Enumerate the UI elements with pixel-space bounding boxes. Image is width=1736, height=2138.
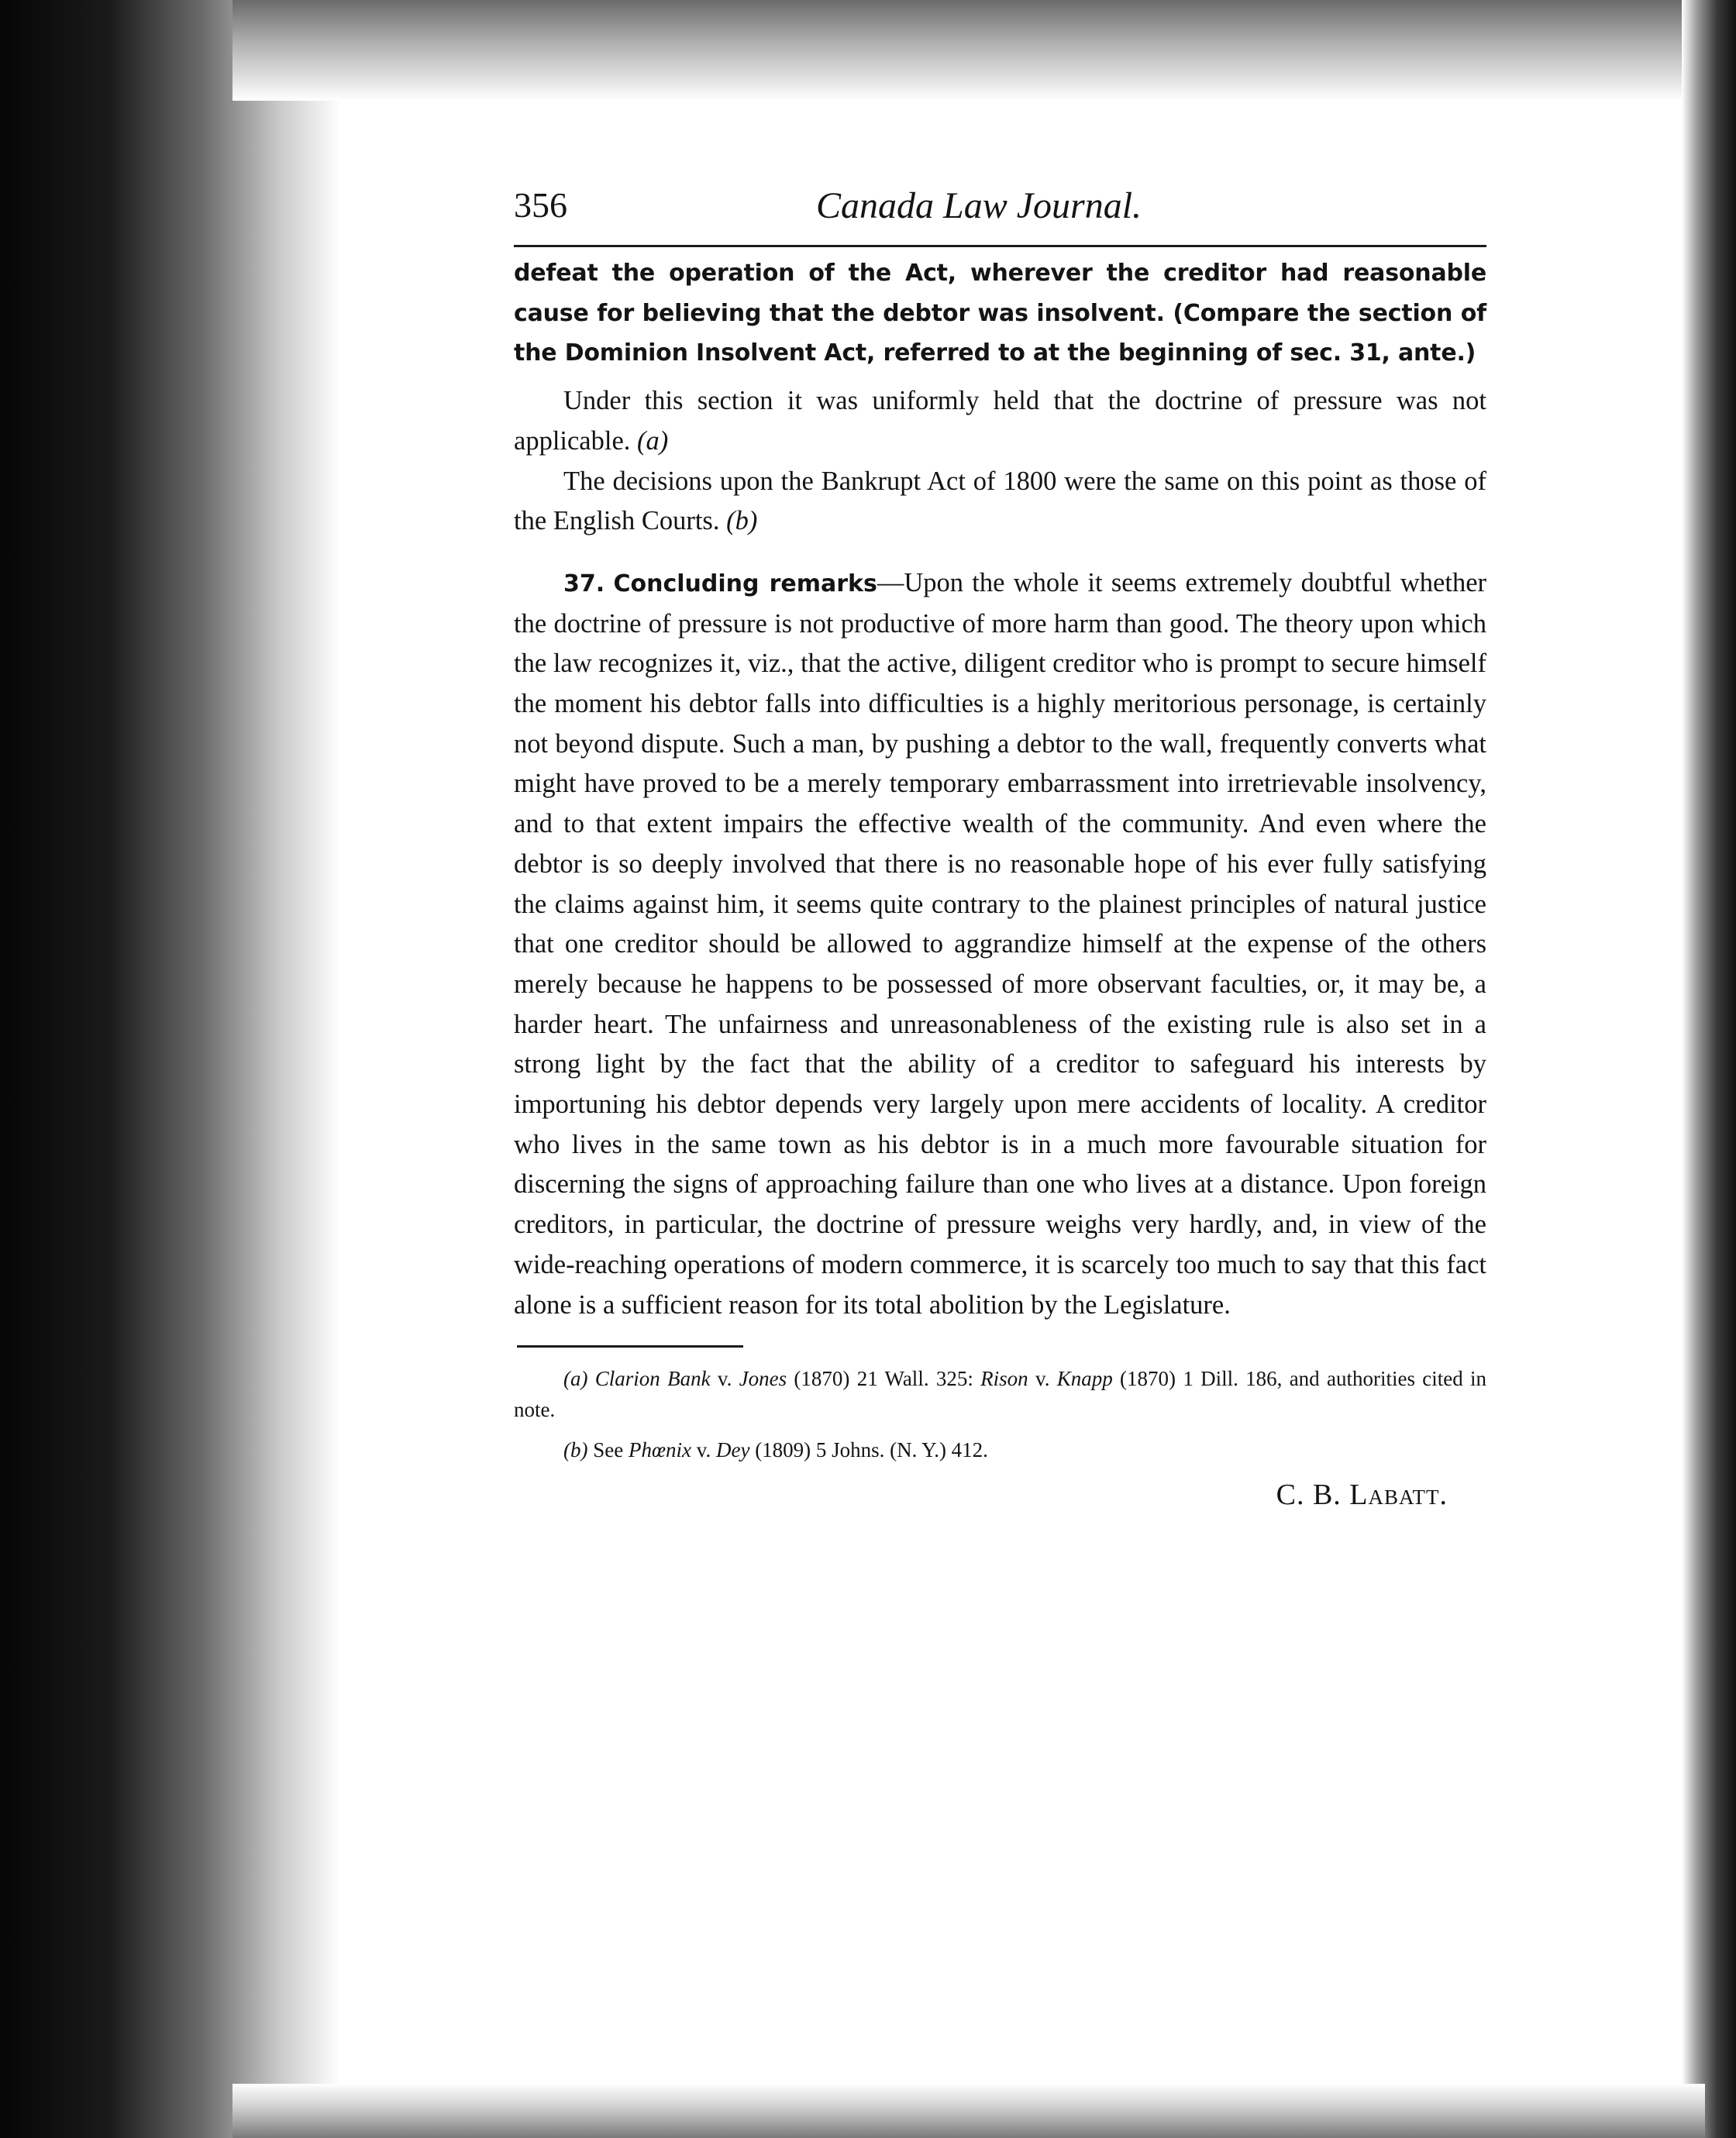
paragraph-bankrupt-act	[514, 462, 1486, 542]
case-name: Clarion Bank	[594, 1367, 711, 1391]
footnote-rule	[517, 1345, 743, 1348]
document-page	[514, 177, 1486, 1512]
paragraph-text: Under this section it was uniformly held that the doctrine of pressure was not applicable.	[514, 386, 1486, 456]
case-name: Rison	[980, 1367, 1028, 1391]
scan-shadow-bottom	[232, 2084, 1705, 2138]
footnote-b	[514, 1434, 1486, 1465]
running-head	[514, 177, 1486, 239]
case-name: Phœnix	[628, 1438, 691, 1462]
case-party: Jones	[739, 1367, 787, 1391]
footnote-ref-a: (a)	[637, 425, 669, 456]
footnote-mark: (b)	[563, 1438, 594, 1462]
case-party: Knapp	[1056, 1367, 1113, 1391]
versus: v.	[691, 1438, 716, 1462]
citation: (1870) 1 Dill. 186, and authorities cited in note.	[514, 1367, 1487, 1422]
versus: v.	[710, 1367, 739, 1391]
footnote-mark: (a)	[563, 1367, 595, 1391]
page-number: 356	[514, 185, 567, 225]
versus: v.	[1028, 1367, 1057, 1391]
section-heading: Concluding remarks	[613, 570, 877, 597]
scan-shadow-top	[232, 0, 1705, 101]
paragraph-text: The decisions upon the Bankrupt Act of 1800 were the same on this point as those of the English Courts.	[514, 466, 1486, 536]
scan-shadow-left	[0, 0, 341, 2138]
see: See	[593, 1438, 629, 1462]
section-body: —Upon the whole it seems extremely doubtful whether the doctrine of pressure is not productive of more harm than good. The theory upon which the law recognizes it, viz., that the active, diligent creditor who is prompt to secure himself the moment his debtor falls into difficulties is a highly meritorious personage, is certainly not beyond dispute. Such a man, by pushing a debtor to the wall, frequently converts what might have proved to be a merely temporary embarrassment into irretrievable insolvency, and to that extent impairs the effective wealth of the community. And even where the debtor is so deeply involved that there is no reasonable hope of his ever fully satisfying the claims against him, it seems quite contrary to the plainest principles of natural justice that one creditor should be allowed to aggrandize himself at the expense of the others merely because he happens to be possessed of more observant faculties, or, it may be, a harder heart. The unfairness and unreasonableness of the existing rule is also set in a strong light by the fact that the ability of a creditor to safeguard his interests by importuning his debtor depends very largely upon mere accidents of locality. A creditor who lives in the same town as his debtor is in a much more favourable situation for discerning the signs of approaching failure than one who lives at a distance. Upon foreign creditors, in particular, the doctrine of pressure weighs very hardly, and, in view of the wide-reaching operations of modern commerce, it is scarcely too much to say that this fact alone is a sufficient reason for its total abolition by the Legislature.	[514, 567, 1486, 1320]
citation: (1809) 5 Johns. (N. Y.) 412.	[749, 1438, 988, 1462]
section-number: 37.	[563, 570, 605, 597]
paragraph-pressure	[514, 381, 1486, 461]
scan-shadow-right	[1682, 0, 1736, 2138]
citation: (1870) 21 Wall. 325:	[787, 1367, 981, 1391]
section-37	[514, 563, 1486, 1325]
footnote-ref-b: (b)	[726, 506, 758, 536]
header-rule	[514, 245, 1486, 247]
journal-title: Canada Law Journal.	[816, 185, 1142, 226]
author-signature: C. B. Labatt.	[1276, 1479, 1448, 1512]
case-party: Dey	[715, 1438, 750, 1462]
footnote-a	[514, 1363, 1486, 1425]
paragraph-continued: defeat the operation of the Act, wherever the creditor had reasonable cause for believing that the debtor was insolvent. (Compare the section of the Dominion Insolvent Act, referred to at the beginning of sec. 31, ante.)	[514, 260, 1486, 367]
